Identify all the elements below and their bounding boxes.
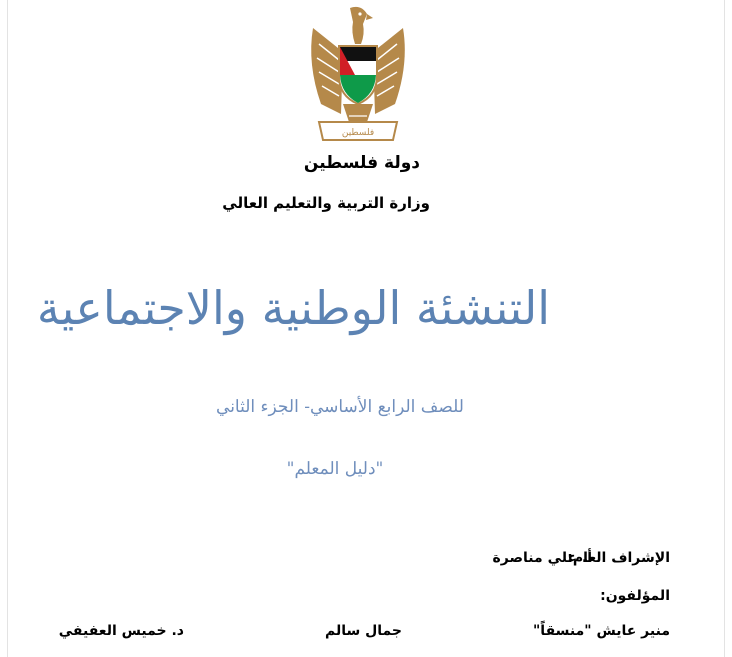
page-border-left bbox=[7, 0, 8, 657]
author-name: د. خميس العفيفي bbox=[58, 623, 184, 639]
palestine-eagle-emblem-icon bbox=[303, 4, 413, 142]
book-subtitle: للصف الرابع الأساسي- الجزء الثاني bbox=[216, 397, 464, 417]
page-border-right bbox=[724, 0, 725, 657]
supervision-name: أ. علي مناصرة bbox=[492, 550, 592, 566]
book-title: التنشئة الوطنية والاجتماعية bbox=[36, 281, 550, 335]
teacher-guide-label: "دليل المعلم" bbox=[286, 459, 384, 479]
supervision-label: الإشراف العام: bbox=[567, 550, 670, 566]
authors-label: المؤلفون: bbox=[600, 588, 670, 604]
author-name: منير عايش "منسقاً" bbox=[533, 623, 670, 639]
author-name: جمال سالم bbox=[324, 623, 402, 639]
emblem-banner-text: فلسطين bbox=[341, 128, 375, 138]
state-name: دولة فلسطين bbox=[303, 153, 420, 173]
ministry-name: وزارة التربية والتعليم العالي bbox=[222, 194, 430, 212]
